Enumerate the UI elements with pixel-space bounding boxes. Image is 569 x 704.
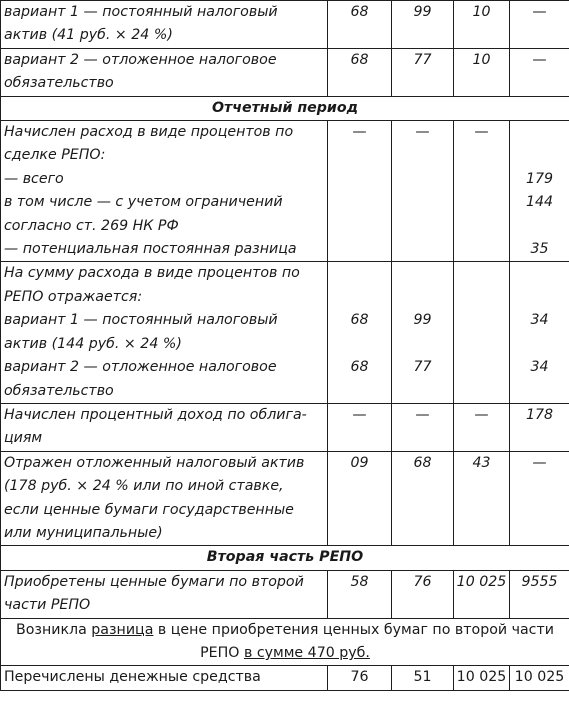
debit-cell: 58	[328, 570, 392, 618]
amount-cell: 10	[454, 1, 510, 49]
amount-limited: 144	[525, 194, 554, 211]
underlined-term: разница	[91, 621, 154, 638]
debit-cell: —	[328, 121, 392, 262]
debit-cell: 68	[328, 1, 392, 49]
amount-cell	[510, 262, 569, 403]
credit-cell: —	[392, 403, 454, 451]
text-line: На сумму расхода в виде процентов по	[4, 265, 300, 282]
debit-cell	[328, 262, 392, 403]
amount-cell: 10	[454, 48, 510, 96]
table-row	[1, 262, 569, 403]
text-line: обязательство	[4, 75, 114, 92]
text-line: актив (41 руб. × 24 %)	[4, 27, 173, 44]
amount-cell: —	[510, 48, 569, 96]
amount-cell: 10 025	[454, 570, 510, 618]
text-line: Начислен расход в виде процентов по	[4, 124, 294, 141]
text-line: РЕПО отражается:	[4, 288, 143, 305]
note-row	[1, 618, 569, 666]
table-row	[1, 48, 569, 96]
amount-cell: —	[454, 403, 510, 451]
note-line	[4, 619, 566, 642]
text-line: — всего	[4, 170, 64, 187]
text-line: обязательство	[4, 382, 114, 399]
text-line: части РЕПО	[4, 597, 91, 614]
text-line: — потенциальная постоянная разница	[4, 241, 297, 258]
table-row	[1, 1, 569, 49]
operation-description	[1, 451, 328, 546]
price-difference-note	[1, 618, 569, 666]
debit-cell: —	[328, 403, 392, 451]
section-title: Вторая часть РЕПО	[1, 546, 569, 570]
text-line: или муниципальные)	[4, 524, 163, 541]
text-line: вариант 1 — постоянный налоговый	[4, 312, 278, 329]
note-text: РЕПО	[200, 644, 244, 661]
table-row	[1, 451, 569, 546]
note-line	[4, 642, 566, 665]
text-line: (178 руб. × 24 % или по иной ставке,	[4, 478, 284, 495]
amount-difference: 35	[530, 240, 549, 257]
text-line: согласно ст. 269 НК РФ	[4, 217, 179, 234]
amount-variant-1: 34	[530, 312, 549, 329]
text-line: циям	[4, 430, 43, 447]
credit-cell: 76	[392, 570, 454, 618]
text-line: если ценные бумаги государственные	[4, 501, 294, 518]
operation-description	[1, 570, 328, 618]
text-line: Начислен процентный доход по облига-	[4, 406, 307, 423]
text-line: сделке РЕПО:	[4, 147, 106, 164]
debit-variant-2: 68	[350, 359, 369, 376]
operation-description: Перечислены денежные средства	[1, 666, 328, 690]
table-row	[1, 403, 569, 451]
debit-cell: 09	[328, 451, 392, 546]
text-line: Приобретены ценные бумаги по второй	[4, 573, 304, 590]
amount-cell: 9555	[510, 570, 569, 618]
amount-variant-2: 34	[530, 359, 549, 376]
section-title: Отчетный период	[1, 96, 569, 120]
amount-cell: 43	[454, 451, 510, 546]
credit-cell	[392, 262, 454, 403]
credit-variant-1: 99	[413, 312, 432, 329]
credit-cell: 99	[392, 1, 454, 49]
credit-cell: —	[392, 121, 454, 262]
text-line: актив (144 руб. × 24 %)	[4, 335, 182, 352]
note-text: в цене приобретения ценных бумаг по второй части	[153, 621, 554, 638]
amount-cell: 178	[510, 403, 569, 451]
operation-description	[1, 1, 328, 49]
operation-description	[1, 262, 328, 403]
text-line: вариант 1 — постоянный налоговый	[4, 4, 278, 20]
credit-cell: 51	[392, 666, 454, 690]
note-text: Возникла	[16, 621, 92, 638]
table-row	[1, 666, 569, 690]
underlined-amount: в сумме 470 руб.	[243, 644, 370, 661]
text-line: Отражен отложенный налоговый актив	[4, 454, 305, 471]
credit-cell: 68	[392, 451, 454, 546]
credit-cell: 77	[392, 48, 454, 96]
section-header-row	[1, 96, 569, 120]
amount-cell	[454, 262, 510, 403]
amount-total: 179	[525, 170, 554, 187]
debit-cell: 68	[328, 48, 392, 96]
section-header-row	[1, 546, 569, 570]
amount-cell: —	[510, 451, 569, 546]
amount-cell: 10 025	[510, 666, 569, 690]
amount-cell: 10 025	[454, 666, 510, 690]
amount-cell	[510, 121, 569, 262]
amount-cell: —	[510, 1, 569, 49]
debit-cell: 76	[328, 666, 392, 690]
credit-variant-2: 77	[413, 359, 432, 376]
operation-description	[1, 121, 328, 262]
table-row	[1, 121, 569, 262]
text-line: вариант 2 — отложенное налоговое	[4, 51, 277, 68]
operation-description	[1, 48, 328, 96]
table-row	[1, 570, 569, 618]
debit-variant-1: 68	[350, 312, 369, 329]
operation-description	[1, 403, 328, 451]
text-line: в том числе — с учетом ограничений	[4, 194, 283, 211]
amount-cell: —	[454, 121, 510, 262]
text-line: вариант 2 — отложенное налоговое	[4, 359, 277, 376]
